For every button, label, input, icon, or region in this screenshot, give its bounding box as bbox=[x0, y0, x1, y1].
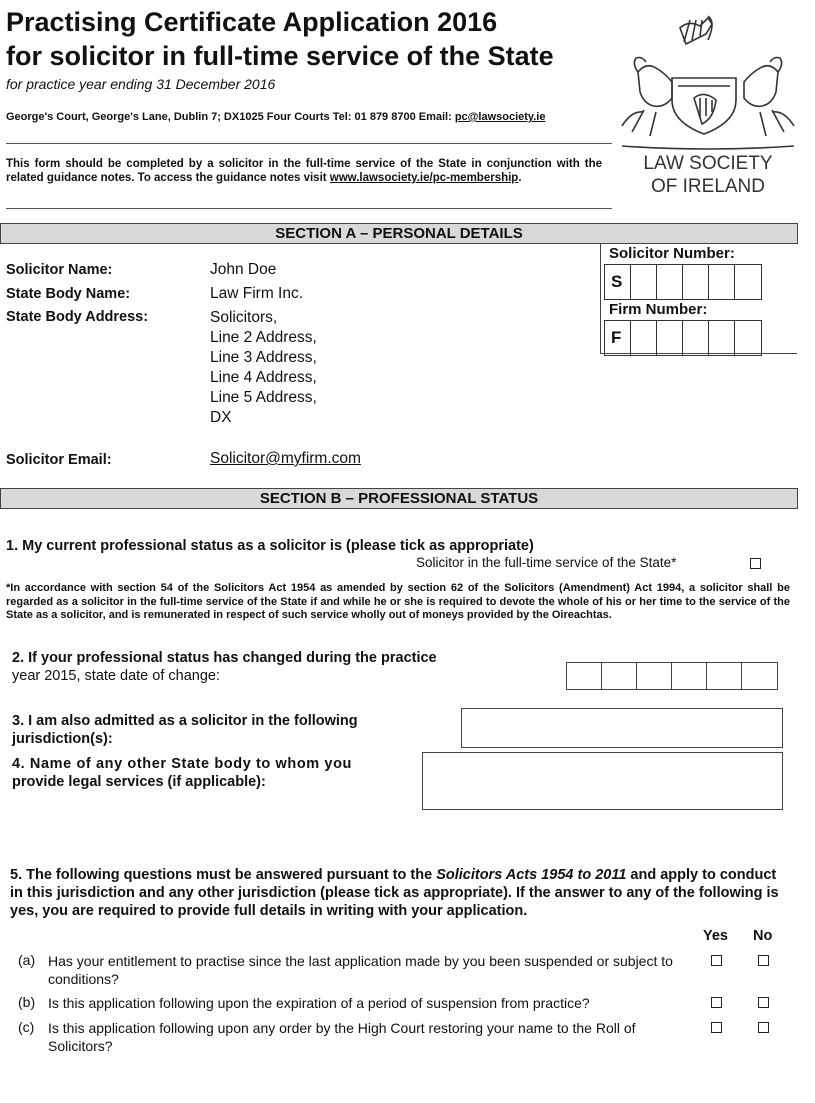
section-b-header: SECTION B – PROFESSIONAL STATUS bbox=[0, 488, 798, 509]
date-cell[interactable] bbox=[742, 663, 777, 689]
solicitor-email-label: Solicitor Email: bbox=[6, 452, 112, 468]
sub-question-c-yes-checkbox[interactable] bbox=[711, 1022, 722, 1033]
date-cell[interactable] bbox=[707, 663, 742, 689]
q1-option-checkbox[interactable] bbox=[750, 558, 761, 569]
sub-question-b-yes-checkbox[interactable] bbox=[711, 997, 722, 1008]
state-body-address-value[interactable] bbox=[210, 308, 317, 428]
firm-number-label: Firm Number: bbox=[609, 301, 708, 318]
sub-question-b-letter: (b) bbox=[18, 994, 36, 1010]
solicitor-email-value[interactable]: Solicitor@myfirm.com bbox=[210, 450, 361, 467]
solicitor-number-label: Solicitor Number: bbox=[609, 245, 735, 262]
sub-question-c-letter: (c) bbox=[18, 1019, 35, 1035]
form-title-line2: for solicitor in full-time service of the State bbox=[6, 41, 554, 71]
address-line: Line 3 Address, bbox=[210, 349, 317, 366]
law-society-name bbox=[608, 152, 808, 198]
digit-cell[interactable] bbox=[683, 265, 709, 299]
form-subtitle: for practice year ending 31 December 2016 bbox=[6, 76, 276, 92]
q1-option-label: Solicitor in the full-time service of the State* bbox=[416, 555, 677, 570]
sub-question-a-letter: (a) bbox=[18, 952, 36, 968]
question-1: 1. My current professional status as a solicitor is (please tick as appropriate) bbox=[6, 538, 534, 554]
sub-question-a-yes-checkbox[interactable] bbox=[711, 955, 722, 966]
digit-cell[interactable] bbox=[709, 321, 735, 355]
society-line2: OF IRELAND bbox=[650, 176, 766, 197]
no-column-label: No bbox=[753, 928, 773, 944]
sub-question-c-text: Is this application following upon any order by the High Court restoring your name to the Roll of Solicitors? bbox=[48, 1020, 636, 1054]
digit-cell[interactable] bbox=[683, 321, 709, 355]
contact-address: George's Court, George's Lane, Dublin 7; DX1025 Four Courts Tel: 01 879 8700 Email: pc@lawsociety.ie bbox=[6, 111, 546, 123]
law-society-crest-icon bbox=[608, 6, 808, 156]
header-divider bbox=[6, 143, 612, 144]
solicitor-number-prefix: S bbox=[605, 265, 631, 299]
digit-cell[interactable] bbox=[657, 321, 683, 355]
address-line: Line 2 Address, bbox=[210, 329, 317, 346]
solicitor-number-field[interactable] bbox=[604, 264, 762, 300]
date-cell[interactable] bbox=[567, 663, 602, 689]
form-title-line1: Practising Certificate Application 2016 bbox=[6, 7, 498, 37]
contact-email-link[interactable]: pc@lawsociety.ie bbox=[454, 111, 546, 123]
footnote-text: *In accordance with section 54 of the Solicitors Act 1954 as amended by section 62 of the Solicitors (Amendment) Act 1994, a solicitor shall be regarded as a solicitor in the full-time service of the State if and while he or she is required to devote the whole of his or her time to the service of the State as a solicitor, and is remunerated in respect of such service wholly out of moneys provided by the Oireachtas. bbox=[6, 582, 790, 621]
sub-question-c-no-checkbox[interactable] bbox=[758, 1022, 769, 1033]
guidance-notes-link[interactable]: www.lawsociety.ie/pc-membership bbox=[329, 172, 519, 184]
address-line: Line 4 Address, bbox=[210, 369, 317, 386]
firm-number-field[interactable] bbox=[604, 320, 762, 356]
question-3: 3. I am also admitted as a solicitor in the following jurisdiction(s): bbox=[12, 713, 358, 747]
sub-question-a-no-checkbox[interactable] bbox=[758, 955, 769, 966]
digit-cell[interactable] bbox=[631, 321, 657, 355]
section-a-header: SECTION A – PERSONAL DETAILS bbox=[0, 223, 798, 244]
sub-question-a-text: Has your entitlement to practise since the last application made by you been suspended or subject to conditions? bbox=[48, 953, 673, 987]
address-line: DX bbox=[210, 409, 232, 426]
solicitor-name-value[interactable]: John Doe bbox=[210, 261, 277, 278]
solicitor-name-label: Solicitor Name: bbox=[6, 262, 113, 278]
firm-number-prefix: F bbox=[605, 321, 631, 355]
digit-cell[interactable] bbox=[631, 265, 657, 299]
date-cell[interactable] bbox=[602, 663, 637, 689]
digit-cell[interactable] bbox=[657, 265, 683, 299]
question-5: 5. The following questions must be answered pursuant to the Solicitors Acts 1954 to 2011 and apply to conduct in this jurisdiction and any other jurisdiction (please tick as appropriate). If the answer to any of the following is yes, you are required to provide full details in writing with your application. bbox=[10, 867, 779, 919]
date-cell[interactable] bbox=[672, 663, 707, 689]
society-line1: LAW SOCIETY bbox=[643, 153, 773, 174]
sub-question-b-text: Is this application following upon the expiration of a period of suspension from practice? bbox=[48, 995, 590, 1011]
state-body-name-label: State Body Name: bbox=[6, 286, 131, 302]
yes-column-label: Yes bbox=[703, 928, 728, 944]
state-body-name-value[interactable]: Law Firm Inc. bbox=[210, 285, 304, 302]
date-cell[interactable] bbox=[637, 663, 672, 689]
jurisdictions-input[interactable] bbox=[461, 708, 783, 748]
intro-divider bbox=[6, 208, 612, 209]
digit-cell[interactable] bbox=[709, 265, 735, 299]
question-2: 2. If your professional status has changed during the practice year 2015, state date of change: bbox=[12, 650, 437, 684]
question-4: 4. Name of any other State body to whom you provide legal services (if applicable): bbox=[12, 756, 353, 790]
address-line: Line 5 Address, bbox=[210, 389, 317, 406]
other-state-body-input[interactable] bbox=[422, 752, 783, 810]
sub-question-b-no-checkbox[interactable] bbox=[758, 997, 769, 1008]
intro-text: This form should be completed by a solicitor in the full-time service of the State in conjunction with the related guidance notes. To access the guidance notes visit www.lawsociety.ie/pc-membership. bbox=[6, 158, 602, 184]
address-line: Solicitors, bbox=[210, 309, 278, 326]
date-of-change-field[interactable] bbox=[566, 662, 778, 690]
digit-cell[interactable] bbox=[735, 265, 761, 299]
state-body-address-label: State Body Address: bbox=[6, 309, 149, 325]
digit-cell[interactable] bbox=[735, 321, 761, 355]
